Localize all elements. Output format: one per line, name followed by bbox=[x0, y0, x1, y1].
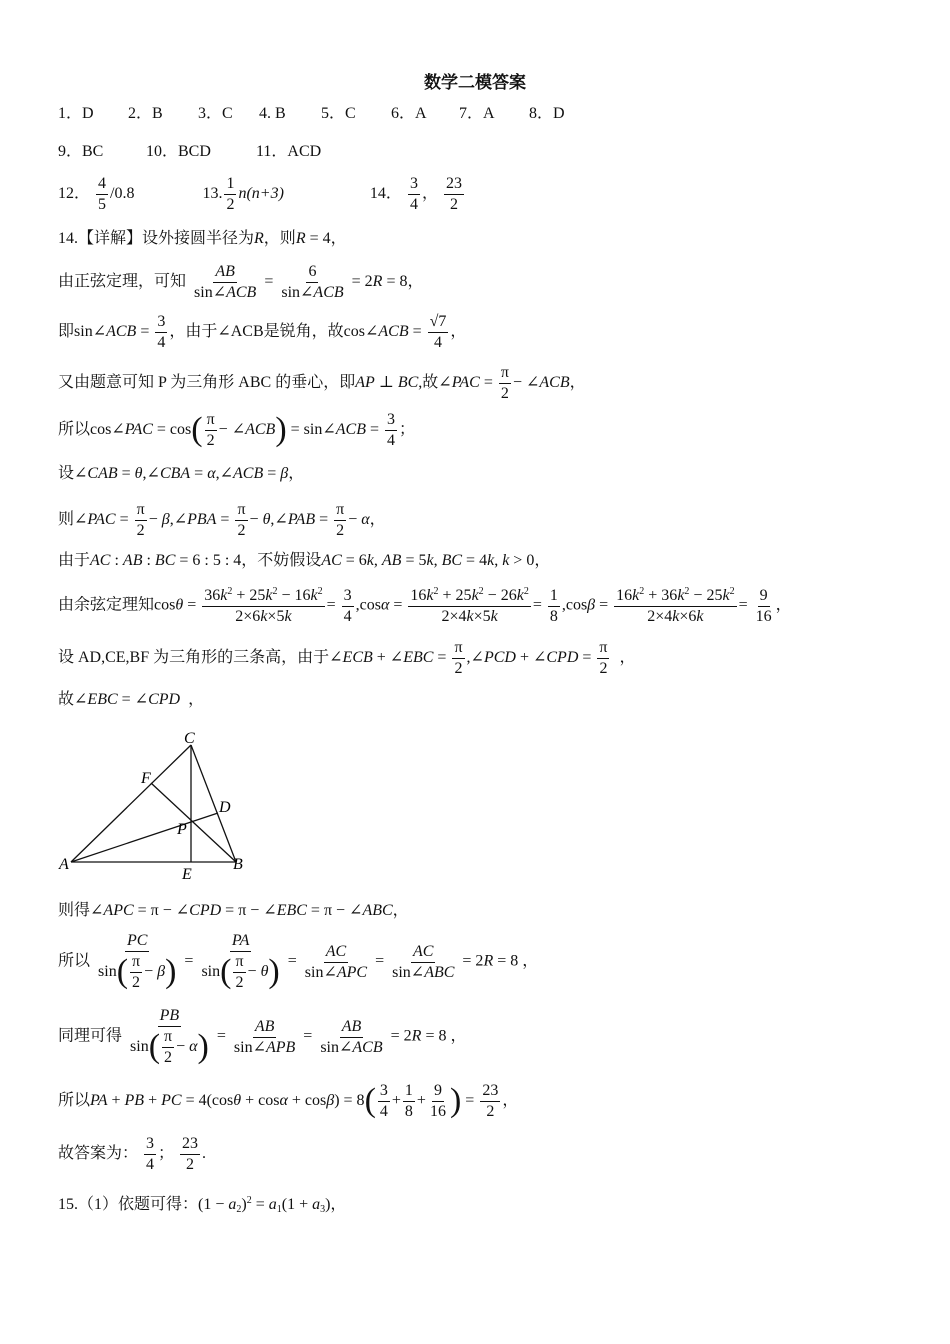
answer-item: 11．ACD bbox=[256, 143, 322, 160]
page-title: 数学二模答案 bbox=[424, 73, 526, 92]
choice-answers-row-2 bbox=[58, 144, 321, 160]
triangle-diagram bbox=[55, 725, 255, 885]
solution-line-13: 所以 PC sin( $\frac{\pi}{2}$ − β) = PA sin( $\frac{\pi}{2}$ − θ) = $\frac{AC}{\text{sin∠APC}}$ = $\frac{AC}{\text{sin∠ABC}}$ = 2R = 8 ， bbox=[58, 932, 539, 991]
q13-label: 13. bbox=[202, 185, 223, 203]
solution-line-10: 设 AD,CE,BF 为三角形的三条高，由于∠ECB + ∠EBC = $\frac{\pi}{2}$ ,∠PCD + ∠CPD = $\frac{\pi}{2}$ ， bbox=[58, 639, 636, 677]
altitude-ad bbox=[71, 813, 218, 862]
q14-label: 14． bbox=[369, 185, 402, 203]
solution-line-9: 由余弦定理知cosθ = $\frac{36k^2 + 25k^2 - 16k^2}{2\times 6k\times 5k}$ = $\frac{3}{4}$ ,cosα = $\frac{16k^2 + 25k^2 - 26k^2}{2\times 4k\times 5k}$ = $\frac{1}{8}$ ,cosβ = $\frac{16k^2 + 36k^2 - 25k^2}{2\times 4k\times 6k}$ = $\frac{9}{16}$ ， bbox=[58, 586, 792, 625]
vertex-a-label: A bbox=[59, 856, 69, 873]
answer-item: 6．A bbox=[391, 105, 427, 122]
answer-item: 7．A bbox=[459, 105, 495, 122]
q12-fraction: $\frac{4}{5}$ bbox=[98, 175, 107, 213]
solution-line-5: 所以cos∠PAC = cos( $\frac{\pi}{2}$ − ∠ACB) = sin∠ACB = $\frac{3}{4}$ ； bbox=[58, 411, 416, 449]
answer-item: 10．BCD bbox=[146, 143, 211, 160]
solution-line-7: 则∠PAC = $\frac{\pi}{2}$ − β,∠PBA = $\frac{\pi}{2}$ − θ,∠PAB = $\frac{\pi}{2}$ − α， bbox=[58, 501, 386, 539]
solution-line-17: 15.（1）依题可得：$(1 - a_2)^2 = a_1(1 + a_3)$， bbox=[58, 1195, 347, 1215]
solution-line-6: 设∠CAB = θ,∠CBA = α,∠ACB = β， bbox=[58, 465, 305, 482]
q14-fraction-b: $\frac{23}{2}$ bbox=[445, 175, 462, 213]
answer-item: 2．B bbox=[128, 105, 163, 122]
solution-line-15: 所以PA + PB + PC = 4(cosθ + cosα + cosβ) = 8( $\frac{3}{4}$ + $\frac{1}{8}$ + $\frac{9}{16}$ ) = $\frac{23}{2}$ ， bbox=[58, 1082, 519, 1120]
point-p-label: P bbox=[177, 821, 187, 838]
point-d-label: D bbox=[219, 799, 231, 816]
q12-alt: /0.8 bbox=[110, 185, 135, 203]
solution-line-3: 即sin∠ACB = $\frac{3}{4}$ ，由于∠ACB是锐角，故cos∠ACB = $\frac{√7}{4}$ ， bbox=[58, 313, 467, 351]
answer-item: 8．D bbox=[529, 105, 565, 122]
solution-line-11: 故∠EBC = ∠CPD ， bbox=[58, 691, 205, 708]
answer-item: 9．BC bbox=[58, 143, 104, 160]
solution-line-12: 则得∠APC = π − ∠CPD = π − ∠EBC = π − ∠ABC， bbox=[58, 902, 409, 919]
fill-answers: 12． $\frac{4}{5}$ /0.8 13. $\frac{1}{2}$ n(n+3) 14． $\frac{3}{4}$ ， $\frac{23}{2}$ bbox=[58, 175, 462, 213]
vertex-c-label: C bbox=[184, 730, 195, 747]
solution-line-14: 同理可得 PB sin( $\frac{\pi}{2}$ − α) = $\frac{AB}{\text{sin∠APB}}$ = $\frac{AB}{\text{sin∠ACB}}$ = 2R = 8 ， bbox=[58, 1007, 467, 1066]
answer-item: 5．C bbox=[321, 105, 356, 122]
solution-line-16: 故答案为： $\frac{3}{4}$ ； $\frac{23}{2}$ . bbox=[58, 1135, 207, 1173]
vertex-b-label: B bbox=[233, 856, 243, 873]
q14-fraction-a: $\frac{3}{4}$ bbox=[409, 175, 418, 213]
q12-label: 12． bbox=[58, 185, 91, 203]
q13-expr: n(n+3) bbox=[238, 185, 284, 203]
answer-item: 4. B bbox=[259, 105, 286, 122]
solution-line-4: 又由题意可知 P 为三角形 ABC 的垂心，即AP ⊥ BC,故∠PAC = $\frac{\pi}{2}$ − ∠ACB， bbox=[58, 364, 586, 402]
solution-line-2: 由正弦定理，可知 $\frac{AB}{\text{sin∠ACB}}$ = $\frac{6}{\text{sin∠ACB}}$ = 2R = 8， bbox=[58, 263, 424, 301]
altitude-bf bbox=[151, 783, 236, 862]
solution-line-1: 14.【详解】设外接圆半径为R，则R = 4， bbox=[58, 230, 347, 247]
answer-item: 1．D bbox=[58, 105, 94, 122]
point-f-label: F bbox=[141, 770, 151, 787]
point-e-label: E bbox=[182, 866, 192, 883]
choice-answers-row-1 bbox=[58, 106, 565, 122]
q13-fraction: $\frac{1}{2}$ bbox=[226, 175, 235, 213]
answer-item: 3．C bbox=[198, 105, 233, 122]
solution-line-8: 由于AC : AB : BC = 6 : 5 : 4，不妨假设AC = 6k, AB = 5k, BC = 4k, k > 0， bbox=[58, 552, 551, 569]
